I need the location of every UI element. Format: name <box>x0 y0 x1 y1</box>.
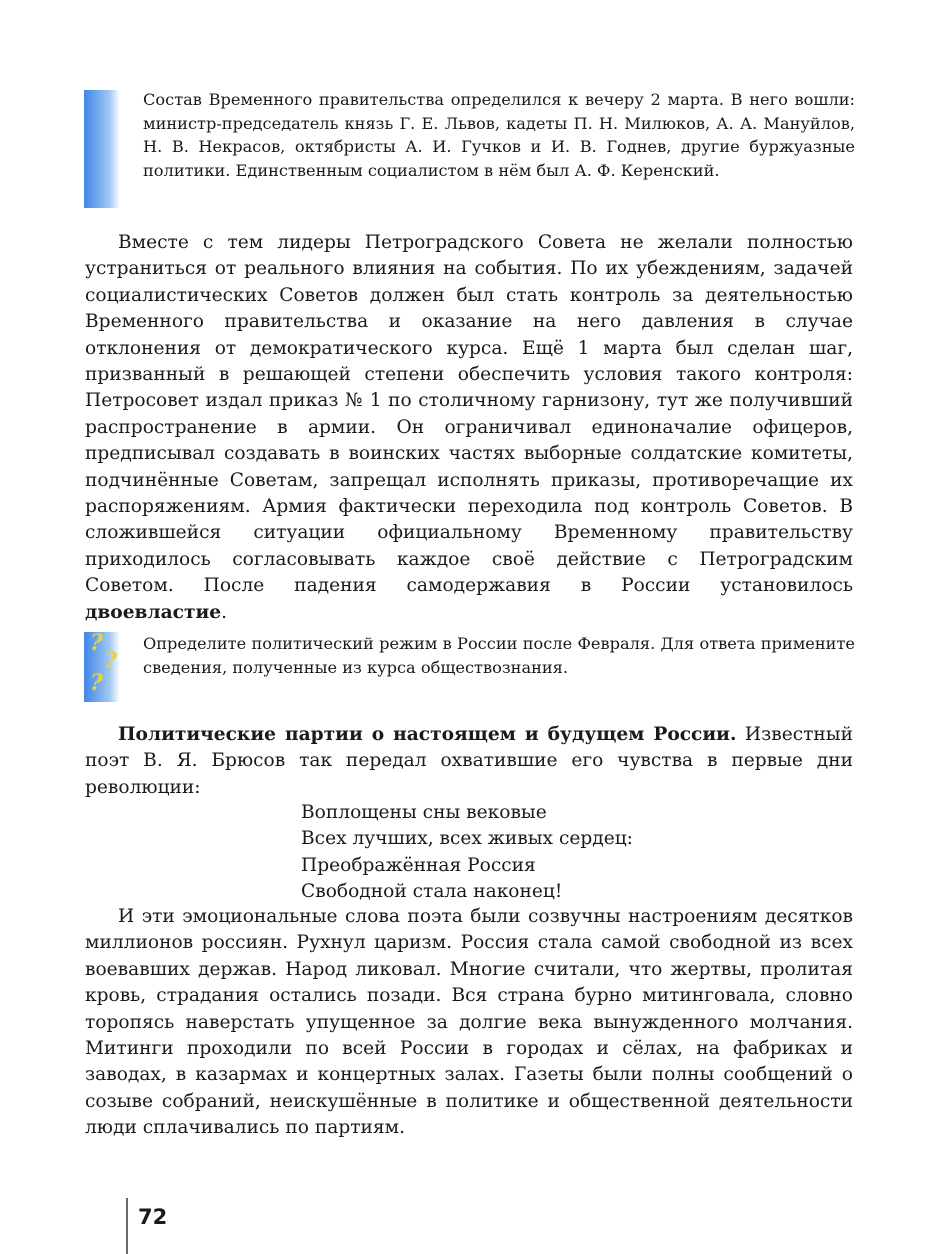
poem-line: Всех лучших, всех живых сердец: <box>301 828 633 850</box>
paragraph-political-parties-text: Известный поэт В. Я. Брюсов так передал охватившие его чувства в первые дни революции: <box>85 724 853 798</box>
paragraph-dual-power-text: Вместе с тем лидеры Петроградского Совета не желали полностью устраниться от реального влияния на события. По их убеждениям, задачей социалистических Советов должен был стать контроль за деятельностью Временного правительства и оказание на него давления в случае отклонения от демократического курса. Ещё 1 марта был сделан шаг, призванный в решающей степени обеспечить условия такого контроля: Петросовет издал приказ № 1 по столичному гарнизону, тут же получивший распространение в армии. Он ограничивал единоначалие офицеров, предписывал создавать в воинских частях выборные солдатские комитеты, подчинённые Советам, запрещал исполнять приказы, противоречащие их распоряжениям. Армия фактически переходила под контроль Советов. В сложившейся ситуации официальному Временному правительству приходилось согласовывать каждое своё действие с Петроградским Советом. После падения самодержавия в России установилось <box>85 232 853 597</box>
paragraph-political-parties <box>85 722 853 801</box>
poem-line: Воплощены сны вековые <box>301 802 547 823</box>
poem-line: Свободной стала наконец! <box>301 881 563 903</box>
question-text: Определите политический режим в России после Февраля. Для ответа примените сведения, полученные из курса обществознания. <box>143 634 855 677</box>
paragraph-dual-power-end: . <box>221 601 228 623</box>
section-heading: Политические партии о настоящем и будущем России. <box>118 724 737 745</box>
question-mark-icon: ? <box>104 648 117 674</box>
question-mark-icon: ? <box>90 630 103 656</box>
historical-note <box>143 88 855 183</box>
historical-note-text: Состав Временного правительства определился к вечеру 2 марта. В него вошли: министр-председатель князь Г. Е. Львов, кадеты П. Н. Милюков, А. А. Мануйлов, Н. В. Некрасов, октябристы А. И. Гучков и И. В. Годнев, другие буржуазные политики. Единственным социалистом в нём был А. Ф. Керенский. <box>143 90 855 181</box>
paragraph-revolution-mood <box>85 904 853 1142</box>
poem-line: Преображённая Россия <box>301 854 536 876</box>
page-number-divider <box>126 1198 128 1254</box>
term-dual-power: двоевластие <box>85 601 222 623</box>
note-accent-bar <box>84 90 120 208</box>
question-mark-icon: ? <box>90 670 103 696</box>
paragraph-revolution-mood-text: И эти эмоциональные слова поэта были созвучны настроениям десятков миллионов россиян. Рухнул царизм. Россия стала самой свободной из всех воевавших держав. Народ ликовал. Многие считали, что жертвы, пролитая кровь, страдания остались позади. Вся страна бурно митинговала, словно торопясь наверстать упущенное за долгие века вынужденного молчания. Митинги проходили по всей России в городах и сёлах, на фабриках и заводах, в казармах и концертных залах. Газеты были полны сообщений о созыве собраний, неискушённые в политике и общественной деятельности люди сплачивались по партиям. <box>85 906 853 1139</box>
page-number: 72 <box>138 1205 168 1229</box>
paragraph-dual-power <box>85 230 853 626</box>
question-block <box>143 632 855 679</box>
poem-quote <box>301 800 633 906</box>
